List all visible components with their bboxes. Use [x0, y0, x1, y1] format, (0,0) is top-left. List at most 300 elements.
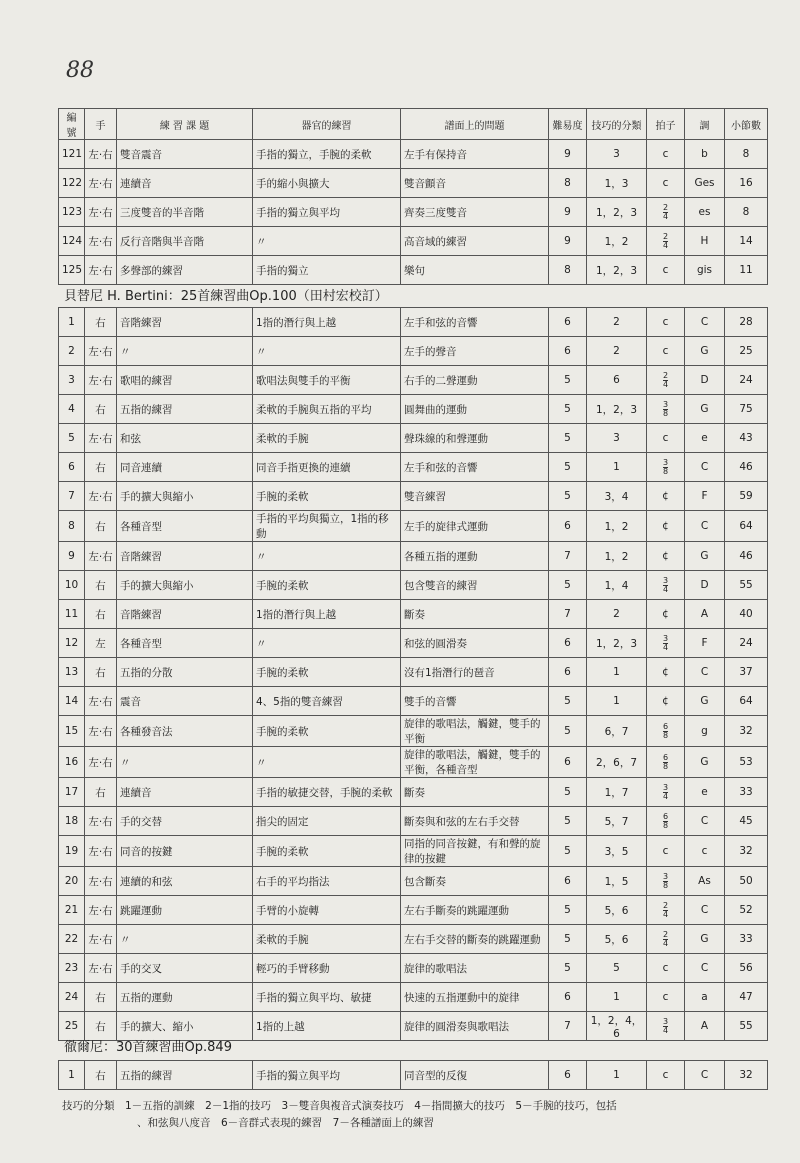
table-cell: 5 [549, 453, 587, 482]
table-cell: 各種音型 [117, 511, 253, 542]
table-cell: 75 [725, 395, 768, 424]
table-row [59, 482, 768, 511]
col-header: 小節數 [725, 109, 768, 140]
table-cell: 45 [725, 807, 768, 836]
table-cell: 8 [549, 256, 587, 285]
table-cell: 3 [587, 140, 647, 169]
table-cell: 右 [85, 1012, 117, 1041]
table-cell: 旋律的歌唱法，觸鍵，雙手的平衡 [401, 716, 549, 747]
table-cell: 右 [85, 778, 117, 807]
table-cell: 37 [725, 658, 768, 687]
table-cell: 音階練習 [117, 542, 253, 571]
table-cell: 6 [549, 337, 587, 366]
table-cell: 5 [549, 925, 587, 954]
table-cell: A [685, 600, 725, 629]
table-cell: C [685, 453, 725, 482]
table-cell: 6 [549, 747, 587, 778]
table-cell: 14 [725, 227, 768, 256]
table-cell: 手的交替 [117, 807, 253, 836]
table-cell: 手的擴大與縮小 [117, 482, 253, 511]
table-cell: 1指的潛行與上越 [253, 600, 401, 629]
table-cell: 音階練習 [117, 600, 253, 629]
table-cell: $\frac{2}{4}$ [647, 896, 685, 925]
table-cell: c [647, 954, 685, 983]
table-cell: 56 [725, 954, 768, 983]
col-header: 編號 [59, 109, 85, 140]
table-cell: 雙音練習 [401, 482, 549, 511]
table-cell: 左·右 [85, 542, 117, 571]
table-row [59, 836, 768, 867]
table-cell: gis [685, 256, 725, 285]
table-cell: 斷奏 [401, 600, 549, 629]
table-cell: 53 [725, 747, 768, 778]
table-cell: 同音的按鍵 [117, 836, 253, 867]
table-cell: 8 [59, 511, 85, 542]
table-cell: 高音域的練習 [401, 227, 549, 256]
table-row [59, 658, 768, 687]
table-cell: 3 [59, 366, 85, 395]
table-cell: 8 [725, 198, 768, 227]
table-cell: 同音連續 [117, 453, 253, 482]
table-cell: 5 [549, 954, 587, 983]
table-row [59, 395, 768, 424]
table-cell: c [647, 140, 685, 169]
table-cell: 右 [85, 600, 117, 629]
table-cell: C [685, 807, 725, 836]
table-cell: 5 [549, 716, 587, 747]
table-cell: 6 [549, 308, 587, 337]
table-cell: ¢ [647, 600, 685, 629]
table-cell: 跳躍運動 [117, 896, 253, 925]
table-cell: 各種發音法 [117, 716, 253, 747]
col-header: 技巧的分類 [587, 109, 647, 140]
table-cell: es [685, 198, 725, 227]
table-cell: 2 [587, 308, 647, 337]
table-cell: 快速的五指運動中的旋律 [401, 983, 549, 1012]
table-cell: 〃 [253, 629, 401, 658]
table-cell: 6 [549, 658, 587, 687]
table-cell: c [647, 983, 685, 1012]
table-cell: a [685, 983, 725, 1012]
table-cell: 左·右 [85, 807, 117, 836]
table-cell: C [685, 658, 725, 687]
table-cell: c [647, 836, 685, 867]
table-cell: 旋律的圓滑奏與歌唱法 [401, 1012, 549, 1041]
table-cell: 32 [725, 716, 768, 747]
table-cell: 五指的運動 [117, 983, 253, 1012]
table-row [59, 954, 768, 983]
table-cell: 5，7 [587, 807, 647, 836]
table-cell: 14 [59, 687, 85, 716]
table-row [59, 571, 768, 600]
table-cell: 24 [725, 366, 768, 395]
table-cell: 55 [725, 571, 768, 600]
table-cell: 輕巧的手臂移動 [253, 954, 401, 983]
table-row [59, 778, 768, 807]
table-cell: 手的擴大、縮小 [117, 1012, 253, 1041]
table-cell: 47 [725, 983, 768, 1012]
table-cell: Ges [685, 169, 725, 198]
table-cell: 左·右 [85, 227, 117, 256]
table-cell: 50 [725, 867, 768, 896]
table-cell: 手指的獨立與平均 [253, 198, 401, 227]
table-cell: 5 [549, 395, 587, 424]
table-cell: 手的交叉 [117, 954, 253, 983]
table-row [59, 983, 768, 1012]
table-cell: 5 [59, 424, 85, 453]
table-cell: 1，2 [587, 511, 647, 542]
table-cell: 9 [549, 140, 587, 169]
table-cell: 1，2，3 [587, 395, 647, 424]
table-cell: c [647, 169, 685, 198]
table-cell: 21 [59, 896, 85, 925]
page-number: 88 [66, 58, 94, 83]
table-row [59, 140, 768, 169]
table-cell: 手指的獨立與平均 [253, 1061, 401, 1090]
header-row [59, 109, 768, 140]
table-cell: 手指的獨立 [253, 256, 401, 285]
table-cell: 包含雙音的練習 [401, 571, 549, 600]
table-cell: C [685, 896, 725, 925]
table-cell: 手指的平均與獨立，1指的移動 [253, 511, 401, 542]
table-cell: 齊奏三度雙音 [401, 198, 549, 227]
table-cell: 左手的聲音 [401, 337, 549, 366]
table-cell: 1，2，3 [587, 256, 647, 285]
table-cell: 8 [549, 169, 587, 198]
table-cell: 121 [59, 140, 85, 169]
table-row [59, 896, 768, 925]
table-cell: 1 [587, 453, 647, 482]
table-cell: 46 [725, 542, 768, 571]
table-cell: 6 [549, 983, 587, 1012]
table-cell: 5 [549, 424, 587, 453]
table-row [59, 511, 768, 542]
table-cell: 手指的獨立與平均、敏捷 [253, 983, 401, 1012]
table-cell: 左·右 [85, 954, 117, 983]
table-cell: 59 [725, 482, 768, 511]
table-cell: 40 [725, 600, 768, 629]
table-cell: F [685, 482, 725, 511]
table-cell: 旋律的歌唱法 [401, 954, 549, 983]
table-cell: 左·右 [85, 925, 117, 954]
table-cell: 1 [587, 1061, 647, 1090]
table-cell: 左·右 [85, 198, 117, 227]
table-cell: 左右手交替的斷奏的跳躍運動 [401, 925, 549, 954]
table-cell: g [685, 716, 725, 747]
table-cell: e [685, 778, 725, 807]
table-cell: $\frac{2}{4}$ [647, 925, 685, 954]
table-row [59, 629, 768, 658]
table-cell: $\frac{3}{8}$ [647, 453, 685, 482]
table-cell: D [685, 366, 725, 395]
table-cell: 左手和弦的音響 [401, 453, 549, 482]
table-cell: 右 [85, 658, 117, 687]
table-cell: 1指的潛行與上越 [253, 308, 401, 337]
table-cell: $\frac{6}{8}$ [647, 716, 685, 747]
table-cell: $\frac{3}{8}$ [647, 867, 685, 896]
table-cell: 3，4 [587, 482, 647, 511]
col-header: 譜面上的問題 [401, 109, 549, 140]
table-cell: 〃 [253, 542, 401, 571]
table-cell: 9 [549, 227, 587, 256]
table-cell: 手指的獨立，手腕的柔軟 [253, 140, 401, 169]
table-cell: 125 [59, 256, 85, 285]
table-row [59, 308, 768, 337]
table-cell: 1指的上越 [253, 1012, 401, 1041]
table-cell: 18 [59, 807, 85, 836]
table-cell: 雙音震音 [117, 140, 253, 169]
table-cell: 五指的分散 [117, 658, 253, 687]
table-cell: 1，2 [587, 227, 647, 256]
table-row [59, 424, 768, 453]
col-header: 器官的練習 [253, 109, 401, 140]
table-cell: $\frac{2}{4}$ [647, 366, 685, 395]
table-cell: 4 [59, 395, 85, 424]
table-cell: 連續音 [117, 169, 253, 198]
table-cell: 各種音型 [117, 629, 253, 658]
table-cell: 12 [59, 629, 85, 658]
table-cell: 52 [725, 896, 768, 925]
col-header: 難易度 [549, 109, 587, 140]
table-cell: 指尖的固定 [253, 807, 401, 836]
table-cell: 右 [85, 453, 117, 482]
table-cell: C [685, 511, 725, 542]
table-cell: 24 [59, 983, 85, 1012]
table-cell: 〃 [117, 337, 253, 366]
table-cell: 右 [85, 511, 117, 542]
table-row [59, 227, 768, 256]
table-cell: 手腕的柔軟 [253, 571, 401, 600]
table-cell: 123 [59, 198, 85, 227]
table-cell: 右 [85, 571, 117, 600]
table-cell: c [647, 1061, 685, 1090]
table-cell: 左手和弦的音響 [401, 308, 549, 337]
table-cell: 6 [549, 629, 587, 658]
table-row [59, 366, 768, 395]
table-cell: $\frac{3}{4}$ [647, 778, 685, 807]
table-cell: 柔軟的手腕 [253, 424, 401, 453]
table-cell: G [685, 687, 725, 716]
table-cell: 1 [587, 687, 647, 716]
table-cell: $\frac{3}{4}$ [647, 1012, 685, 1041]
table-cell: C [685, 308, 725, 337]
table-cell: A [685, 1012, 725, 1041]
table-cell: 6 [59, 453, 85, 482]
table-cell: F [685, 629, 725, 658]
table-cell: ¢ [647, 687, 685, 716]
table-cell: 10 [59, 571, 85, 600]
table-cell: 23 [59, 954, 85, 983]
table-cell: 手指的敏捷交替，手腕的柔軟 [253, 778, 401, 807]
table-cell: 手腕的柔軟 [253, 482, 401, 511]
table-cell: 1，5 [587, 867, 647, 896]
table-cell: 左·右 [85, 424, 117, 453]
table-cell: 1，3 [587, 169, 647, 198]
table-cell: 1 [59, 308, 85, 337]
table-cell: D [685, 571, 725, 600]
col-header: 調 [685, 109, 725, 140]
table-cell: 9 [549, 198, 587, 227]
table-cell: 1，2，3 [587, 629, 647, 658]
table-cell: c [647, 256, 685, 285]
table-cell: 震音 [117, 687, 253, 716]
table-cell: 6，7 [587, 716, 647, 747]
table-cell: 多聲部的練習 [117, 256, 253, 285]
table-row [59, 169, 768, 198]
table-row [59, 337, 768, 366]
table-cell: 〃 [253, 337, 401, 366]
table-cell: 64 [725, 511, 768, 542]
table-cell: 16 [725, 169, 768, 198]
table-cell: 各種五指的運動 [401, 542, 549, 571]
table-cell: 手臂的小旋轉 [253, 896, 401, 925]
table-cell: 33 [725, 778, 768, 807]
table-cell: 1，2 [587, 542, 647, 571]
table-cell: 28 [725, 308, 768, 337]
table-cell: G [685, 747, 725, 778]
table-cell: 5，6 [587, 925, 647, 954]
table-cell: $\frac{2}{4}$ [647, 227, 685, 256]
table-cell: 柔軟的手腕 [253, 925, 401, 954]
table-cell: 2 [587, 600, 647, 629]
table-row [59, 867, 768, 896]
table-cell: e [685, 424, 725, 453]
table-cell: 五指的練習 [117, 395, 253, 424]
table-cell: 右 [85, 983, 117, 1012]
table-cell: 1，7 [587, 778, 647, 807]
table-cell: 〃 [117, 925, 253, 954]
table-cell: 和弦 [117, 424, 253, 453]
table-cell: 15 [59, 716, 85, 747]
table-cell: As [685, 867, 725, 896]
table-cell: 2 [587, 337, 647, 366]
table-cell: 5 [587, 954, 647, 983]
table-cell: 19 [59, 836, 85, 867]
table-cell: 左·右 [85, 836, 117, 867]
table-cell: 斷奏與和弦的左右手交替 [401, 807, 549, 836]
table-cell: 左·右 [85, 687, 117, 716]
table-cell: 樂句 [401, 256, 549, 285]
table-cell: c [647, 424, 685, 453]
table-cell: 連續的和弦 [117, 867, 253, 896]
table-cell: 8 [725, 140, 768, 169]
table-cell: 6 [549, 511, 587, 542]
table-cell: $\frac{3}{8}$ [647, 395, 685, 424]
table-cell: 5 [549, 482, 587, 511]
table-op-continued [58, 108, 768, 285]
table-cell: 46 [725, 453, 768, 482]
table-row [59, 716, 768, 747]
table-cell: 4、5指的雙音練習 [253, 687, 401, 716]
table-cell: 左·右 [85, 256, 117, 285]
table-cell: $\frac{3}{4}$ [647, 571, 685, 600]
table-cell: 32 [725, 1061, 768, 1090]
table-cell: 33 [725, 925, 768, 954]
table-cell: 左手有保持音 [401, 140, 549, 169]
table-row [59, 925, 768, 954]
table-cell: 22 [59, 925, 85, 954]
table-row [59, 198, 768, 227]
table-cell: 5 [549, 366, 587, 395]
table-cell: 左 [85, 629, 117, 658]
footer-line: 、和弦與八度音 6－音群式表現的練習 7－各種譜面上的練習 [137, 1117, 434, 1129]
table-cell: 5 [549, 571, 587, 600]
table-cell: 7 [59, 482, 85, 511]
table-row [59, 453, 768, 482]
table-cell: 左·右 [85, 867, 117, 896]
table-cell: 同指的同音按鍵，有和聲的旋律的按鍵 [401, 836, 549, 867]
table-row [59, 542, 768, 571]
table-cell: ¢ [647, 511, 685, 542]
table-cell: 5 [549, 807, 587, 836]
table-cell: $\frac{2}{4}$ [647, 198, 685, 227]
table-cell: 連續音 [117, 778, 253, 807]
table-cell: 旋律的歌唱法，觸鍵，雙手的平衡，各種音型 [401, 747, 549, 778]
table-cell: 同音型的反復 [401, 1061, 549, 1090]
table-cell: 右手的二聲運動 [401, 366, 549, 395]
table-row [59, 600, 768, 629]
table-cell: ¢ [647, 482, 685, 511]
table-cell: 13 [59, 658, 85, 687]
table-bertini [58, 307, 768, 1041]
table-cell: 〃 [253, 227, 401, 256]
table-cell: 1，4 [587, 571, 647, 600]
col-header: 手 [85, 109, 117, 140]
table-cell: 11 [725, 256, 768, 285]
table-cell: G [685, 395, 725, 424]
table-cell: C [685, 1061, 725, 1090]
table-cell: 歌唱法與雙手的平衡 [253, 366, 401, 395]
table-cell: 左·右 [85, 366, 117, 395]
table-cell: c [647, 337, 685, 366]
table-cell: 32 [725, 836, 768, 867]
table-cell: H [685, 227, 725, 256]
table-cell: 歌唱的練習 [117, 366, 253, 395]
table-cell: 6 [549, 1061, 587, 1090]
table-row [59, 747, 768, 778]
table-cell: G [685, 925, 725, 954]
table-cell: 手腕的柔軟 [253, 658, 401, 687]
table-cell: 右 [85, 1061, 117, 1090]
table-cell: c [685, 836, 725, 867]
col-header: 拍子 [647, 109, 685, 140]
table-cell: 16 [59, 747, 85, 778]
table-cell: 三度雙音的半音階 [117, 198, 253, 227]
table-cell: 2 [59, 337, 85, 366]
footer-legend [62, 1098, 617, 1132]
table-cell: 43 [725, 424, 768, 453]
table-cell: 圓舞曲的運動 [401, 395, 549, 424]
table-row [59, 687, 768, 716]
table-cell: 2，6，7 [587, 747, 647, 778]
table-cell: 11 [59, 600, 85, 629]
table-cell: G [685, 542, 725, 571]
footer-line: 技巧的分類 1－五指的訓練 2－1指的技巧 3－雙音與複音式演奏技巧 4－指間擴大的技巧 5－手腕的技巧，包括 [62, 1100, 617, 1112]
table-cell: 5 [549, 896, 587, 925]
col-header: 練 習 課 題 [117, 109, 253, 140]
table-row [59, 1061, 768, 1090]
table-cell: 雙音顫音 [401, 169, 549, 198]
table-cell: ¢ [647, 658, 685, 687]
table-cell: 右手的平均指法 [253, 867, 401, 896]
table-cell: 1，2，4，6 [587, 1012, 647, 1041]
table-cell: 右 [85, 395, 117, 424]
table-cell: 左右手斷奏的跳躍運動 [401, 896, 549, 925]
table-cell: 9 [59, 542, 85, 571]
table-cell: 左手的旋律式運動 [401, 511, 549, 542]
table-cell: 反行音階與半音階 [117, 227, 253, 256]
table-cell: 柔軟的手腕與五指的平均 [253, 395, 401, 424]
